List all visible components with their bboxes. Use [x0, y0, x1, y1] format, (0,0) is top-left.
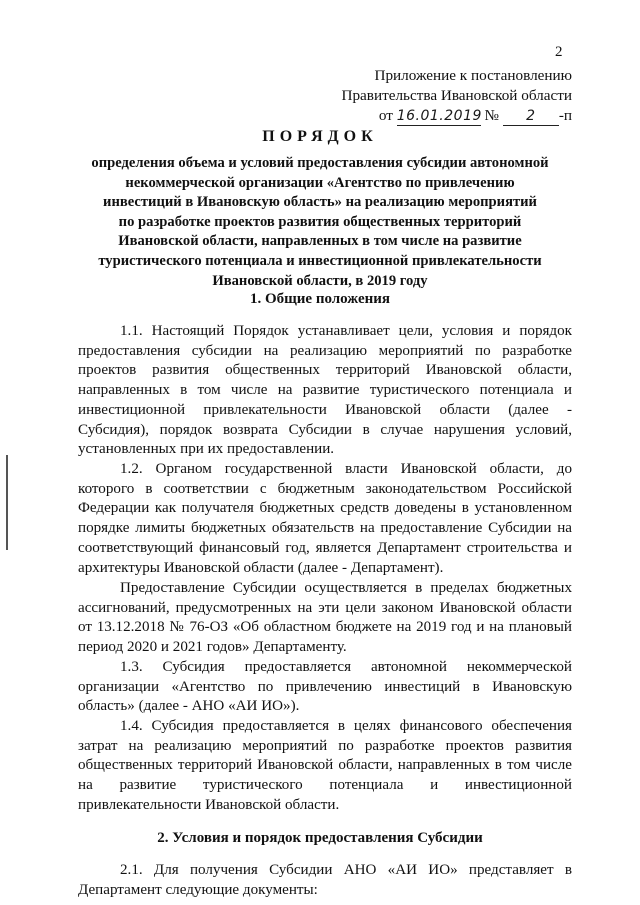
- appendix-line-2: Правительства Ивановской области: [341, 87, 572, 104]
- handwritten-number: 2: [526, 108, 536, 124]
- section-heading-2: 2. Условия и порядок предоставления Субсидии: [157, 830, 483, 846]
- appendix-number-label: №: [484, 107, 500, 124]
- appendix-from-label: от: [378, 107, 393, 124]
- paragraph-1-2: [78, 460, 572, 578]
- subtitle-line: по разработке проектов развития общественных территорий: [118, 213, 522, 230]
- subtitle-line: некоммерческой организации «Агентство по привлечению: [125, 174, 515, 191]
- text-line: 1.2. Органом государственной власти Ивановской области, до: [120, 461, 572, 477]
- text-line: направленных в том числе на развитие туристического потенциала и: [78, 382, 572, 399]
- text-line: Предоставление Субсидии осуществляется в пределах бюджетных: [120, 580, 572, 596]
- subtitle-line: туристического потенциала и инвестиционной привлекательности: [98, 252, 542, 269]
- subtitle-line: Ивановской области, в 2019 году: [212, 272, 428, 289]
- section-heading-1: 1. Общие положения: [249, 291, 391, 307]
- appendix-line-1: Приложение к постановлению: [374, 67, 572, 84]
- text-line: 1.4. Субсидия предоставляется в целях финансового обеспечения: [120, 718, 572, 734]
- date-field: [397, 107, 481, 126]
- text-line: установленных при их предоставлении.: [78, 441, 335, 458]
- paragraph-1-1: [78, 322, 572, 460]
- subtitle-line: определения объема и условий предоставления субсидии автономной: [91, 155, 549, 171]
- text-line: привлекательности Ивановской области.: [78, 796, 340, 813]
- text-line: на развитие туристического потенциала и инвестиционной: [78, 777, 572, 794]
- text-line: организации «Агентство по привлечению инвестиций в Ивановскую: [78, 678, 572, 695]
- text-line: порядке лимиты бюджетных обязательств на предоставление Субсидии на: [78, 520, 572, 537]
- paragraph-1-3: [78, 658, 572, 717]
- number-field: [503, 107, 559, 126]
- subtitle-line: Ивановской области, направленных в том числе на развитие: [118, 233, 522, 250]
- text-line: 1.3. Субсидия предоставляется автономной некоммерческой: [120, 659, 572, 675]
- text-line: Федерации как получателя бюджетных средств доведены в установленном: [78, 500, 572, 517]
- margin-scan-mark: [6, 455, 8, 550]
- appendix-suffix: -п: [558, 107, 572, 124]
- subtitle-line: инвестиций в Ивановскую область» на реализацию мероприятий: [103, 194, 537, 211]
- text-line: период 2020 и 2021 годов» Департаменту.: [78, 639, 347, 656]
- text-line: архитектуры Ивановской области (далее - Департамент).: [78, 559, 444, 576]
- paragraph-1-2-funding: [78, 579, 572, 658]
- text-line: Субсидия), порядок возврата Субсидии в случае нарушения условий,: [78, 421, 572, 438]
- text-line: область» (далее - АНО «АИ ИО»).: [78, 698, 300, 715]
- paragraph-2-1: [78, 861, 572, 900]
- text-line: затрат на реализацию мероприятий по разработке проектов развития: [78, 737, 572, 754]
- text-line: проектов развития общественных территорий Ивановской области,: [78, 362, 572, 379]
- document-title: ПОРЯДОК: [262, 128, 378, 145]
- document-subtitle: [60, 154, 580, 291]
- handwritten-date: 16.01.2019: [396, 108, 482, 124]
- text-line: соответствующий финансовый год, является Департамент строительства и: [78, 539, 572, 556]
- appendix-block: [330, 66, 572, 126]
- text-line: 2.1. Для получения Субсидии АНО «АИ ИО» представляет в: [120, 862, 572, 878]
- text-line: Департамент следующие документы:: [78, 881, 318, 898]
- text-line: общественных территорий Ивановской области, направленных в том числе: [78, 757, 572, 774]
- text-line: от 13.12.2018 № 76-ОЗ «Об областном бюджете на 2019 год и на плановый: [78, 619, 572, 636]
- text-line: предоставления субсидии на реализацию мероприятий по разработке: [78, 342, 572, 359]
- paragraph-1-4: [78, 717, 572, 816]
- text-line: 1.1. Настоящий Порядок устанавливает цели, условия и порядок: [120, 323, 572, 339]
- text-line: ассигнований, предусмотренных на эти цели законом Ивановской области: [78, 599, 572, 616]
- appendix-date-number-line: [330, 106, 572, 126]
- page-number: 2: [555, 44, 563, 60]
- text-line: которого в соответствии с бюджетным законодательством Российской: [78, 480, 572, 497]
- text-line: инвестиционной привлекательности Ивановской области (далее -: [78, 401, 572, 418]
